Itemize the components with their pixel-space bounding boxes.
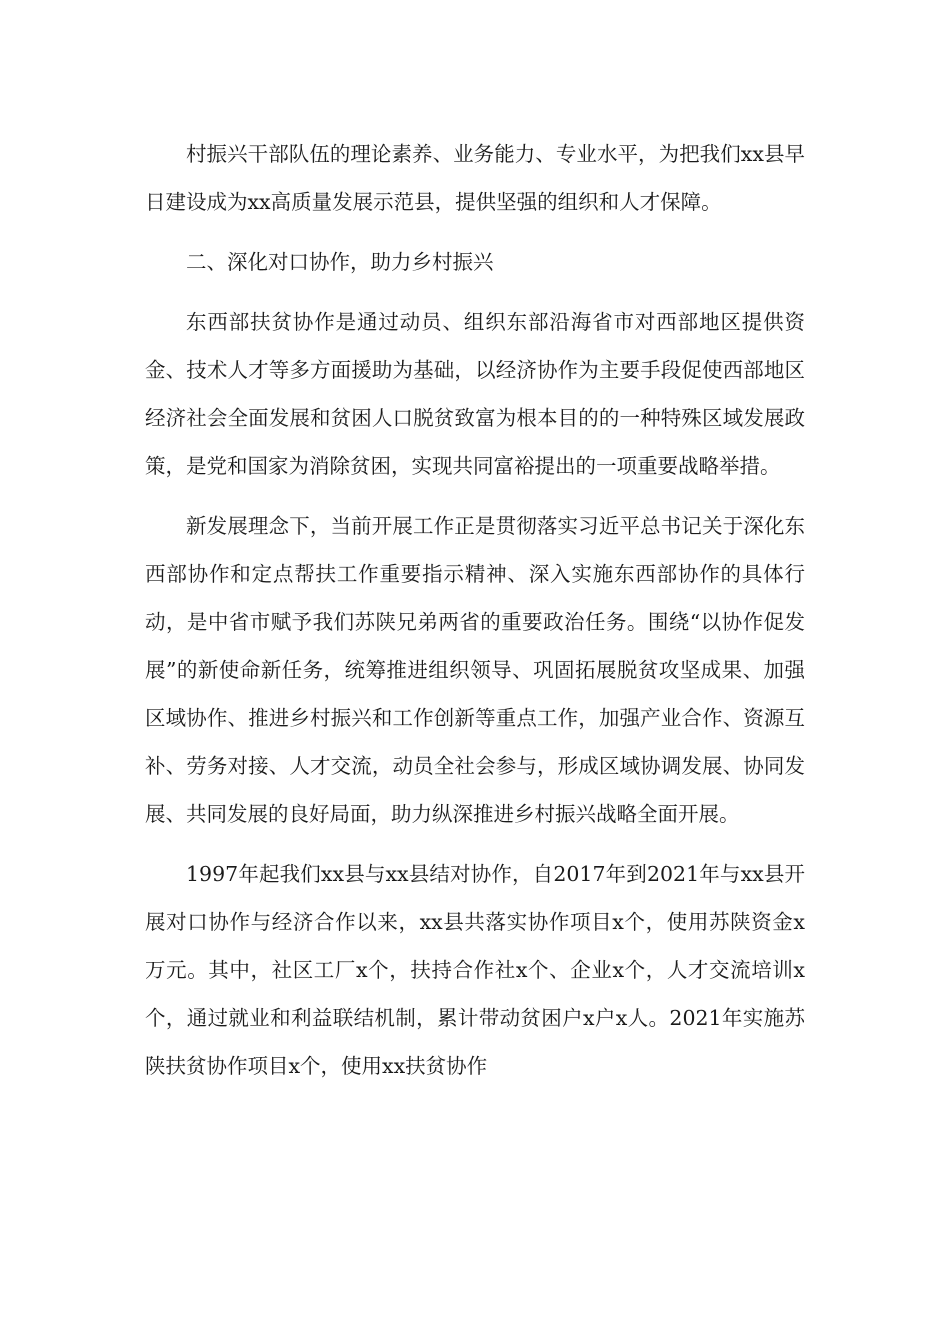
section-heading: 二、深化对口协作，助力乡村振兴: [186, 250, 494, 274]
document-page: [145, 130, 805, 1102]
paragraph-continuation: 村振兴干部队伍的理论素养、业务能力、专业水平，为把我们xx县早日建设成为xx高质量发展示范县，提供坚强的组织和人才保障。: [145, 142, 805, 214]
paragraph-1997-cooperation: 1997年起我们xx县与xx县结对协作，自2017年到2021年与xx县开展对口协作与经济合作以来，xx县共落实协作项目x个，使用苏陕资金x万元。其中，社区工厂x个，扶持合作社x个、企业x个，人才交流培训x个，通过就业和利益联结机制，累计带动贫困户x户x人。2021年实施苏陕扶贫协作项目x个，使用xx扶贫协作: [145, 862, 805, 1078]
paragraph-east-west-cooperation: 东西部扶贫协作是通过动员、组织东部沿海省市对西部地区提供资金、技术人才等多方面援助为基础，以经济协作为主要手段促使西部地区经济社会全面发展和贫困人口脱贫致富为根本目的的一种特殊区域发展政策，是党和国家为消除贫困，实现共同富裕提出的一项重要战略举措。: [145, 310, 805, 478]
paragraph-new-development: 新发展理念下，当前开展工作正是贯彻落实习近平总书记关于深化东西部协作和定点帮扶工作重要指示精神、深入实施东西部协作的具体行动，是中省市赋予我们苏陕兄弟两省的重要政治任务。围绕“以协作促发展”的新使命新任务，统筹推进组织领导、巩固拓展脱贫攻坚成果、加强区域协作、推进乡村振兴和工作创新等重点工作，加强产业合作、资源互补、劳务对接、人才交流，动员全社会参与，形成区域协调发展、协同发展、共同发展的良好局面，助力纵深推进乡村振兴战略全面开展。: [145, 514, 805, 826]
